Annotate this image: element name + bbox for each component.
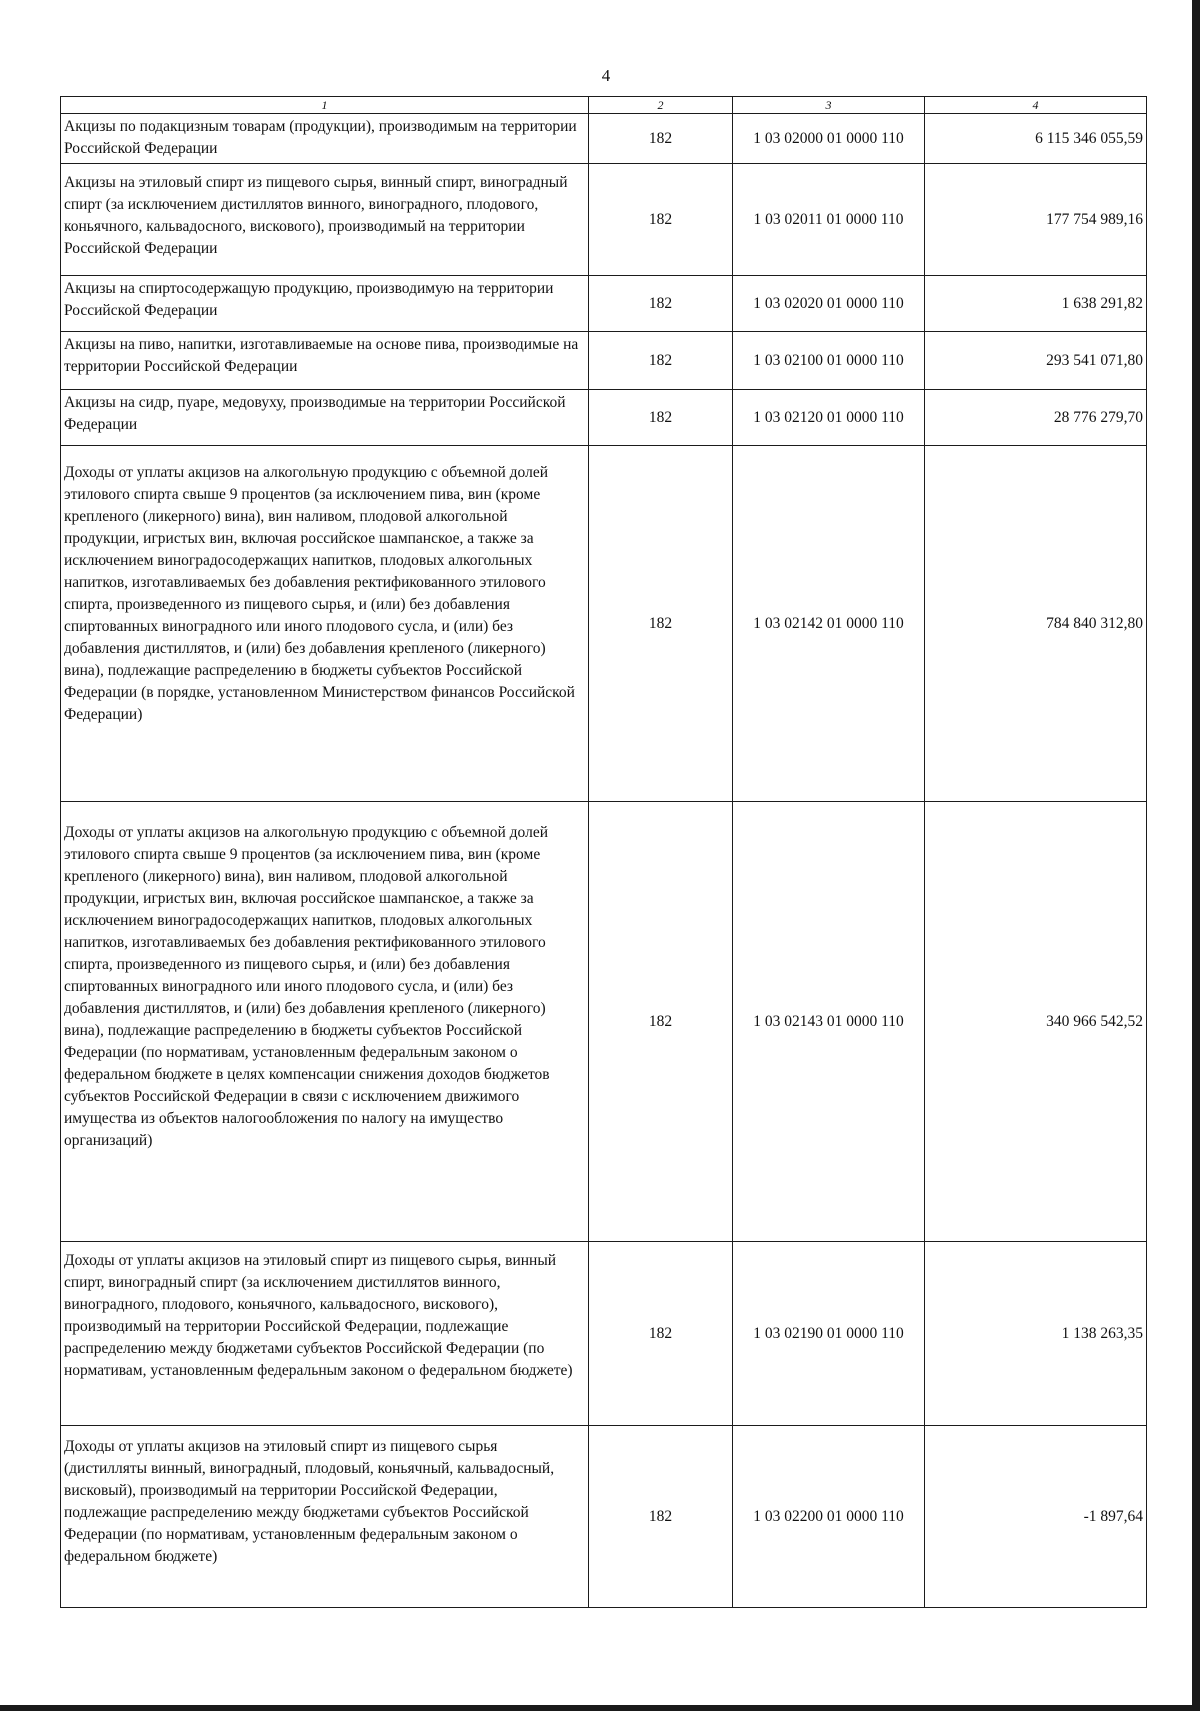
row-description-text: Доходы от уплаты акцизов на этиловый спирт из пищевого сырья, винный спирт, виноградный спирт (за исключением дистиллятов винного, виноградного, плодового, коньячного, кальвадосного, вискового), производимый на территории Российской Федерации, подлежащие распределению между бюджетами субъектов Российской Федерации (по нормативам, установленным федеральным законом о федеральном бюджете): [64, 1252, 573, 1379]
row-description: [61, 164, 589, 276]
table-row: [61, 276, 1147, 332]
column-number-row: [61, 97, 1147, 114]
table-row: [61, 1242, 1147, 1426]
table-row: [61, 446, 1147, 802]
row-description: [61, 332, 589, 390]
row-admin-code: 182: [589, 390, 733, 446]
row-description: [61, 390, 589, 446]
column-number-1: 1: [61, 97, 589, 114]
row-kbk-code: 1 03 02143 01 0000 110: [733, 802, 925, 1242]
row-amount: 1 138 263,35: [925, 1242, 1147, 1426]
page-number: 4: [601, 66, 611, 85]
row-description: [61, 114, 589, 164]
column-number-4: 4: [925, 97, 1147, 114]
row-amount: 177 754 989,16: [925, 164, 1147, 276]
row-admin-code: 182: [589, 114, 733, 164]
row-description: [61, 276, 589, 332]
row-kbk-code: 1 03 02020 01 0000 110: [733, 276, 925, 332]
table-row: [61, 114, 1147, 164]
row-description: [61, 802, 589, 1242]
row-kbk-code: 1 03 02011 01 0000 110: [733, 164, 925, 276]
row-amount: 293 541 071,80: [925, 332, 1147, 390]
row-admin-code: 182: [589, 802, 733, 1242]
row-amount: 784 840 312,80: [925, 446, 1147, 802]
scan-edge-bottom: [0, 1705, 1200, 1711]
row-amount: 6 115 346 055,59: [925, 114, 1147, 164]
table-row: [61, 390, 1147, 446]
row-admin-code: 182: [589, 276, 733, 332]
row-admin-code: 182: [589, 1242, 733, 1426]
row-description-text: Акцизы по подакцизным товарам (продукции), производимым на территории Российской Федерации: [64, 118, 577, 157]
row-kbk-code: 1 03 02120 01 0000 110: [733, 390, 925, 446]
row-description-text: Доходы от уплаты акцизов на алкогольную продукцию с объемной долей этилового спирта свыше 9 процентов (за исключением пива, вин (кроме крепленого (ликерного) вина), вин наливом, плодовой алкогольной продукции, игристых вин, включая российское шампанское, а также за исключением виноградосодержащих напитков, плодовых алкогольных напитков, изготавливаемых без добавления ректификованного этилового спирта, произведенного из пищевого сырья, и (или) без добавления спиртованных виноградного или иного плодового сусла, и (или) без добавления дистиллятов, и (или) без добавления крепленого (ликерного) вина), подлежащие распределению в бюджеты субъектов Российской Федерации (в порядке, установленном Министерством финансов Российской Федерации): [64, 464, 575, 723]
row-kbk-code: 1 03 02000 01 0000 110: [733, 114, 925, 164]
revenue-table: [60, 96, 1147, 1608]
row-amount: 1 638 291,82: [925, 276, 1147, 332]
table-row: [61, 802, 1147, 1242]
row-admin-code: 182: [589, 332, 733, 390]
row-amount: -1 897,64: [925, 1426, 1147, 1608]
row-description: [61, 446, 589, 802]
row-kbk-code: 1 03 02190 01 0000 110: [733, 1242, 925, 1426]
row-admin-code: 182: [589, 446, 733, 802]
row-description-text: Акцизы на этиловый спирт из пищевого сырья, винный спирт, виноградный спирт (за исключением дистиллятов винного, виноградного, плодового, коньячного, кальвадосного, вискового), производимый на территории Российской Федерации: [64, 174, 568, 257]
scan-edge-right: [1192, 0, 1200, 1711]
column-number-2: 2: [589, 97, 733, 114]
table-row: [61, 164, 1147, 276]
table-row: [61, 1426, 1147, 1608]
table-row: [61, 332, 1147, 390]
row-description-text: Доходы от уплаты акцизов на этиловый спирт из пищевого сырья (дистилляты винный, виноградный, плодовый, коньячный, кальвадосный, висковый), производимый на территории Российской Федерации, подлежащие распределению между бюджетами субъектов Российской Федерации (по нормативам, установленным федеральным законом о федеральном бюджете): [64, 1438, 555, 1565]
row-amount: 28 776 279,70: [925, 390, 1147, 446]
row-admin-code: 182: [589, 1426, 733, 1608]
row-description-text: Акцизы на спиртосодержащую продукцию, производимую на территории Российской Федерации: [64, 280, 554, 319]
column-number-3: 3: [733, 97, 925, 114]
row-amount: 340 966 542,52: [925, 802, 1147, 1242]
row-kbk-code: 1 03 02200 01 0000 110: [733, 1426, 925, 1608]
row-description-text: Акцизы на сидр, пуаре, медовуху, производимые на территории Российской Федерации: [64, 394, 566, 433]
row-kbk-code: 1 03 02142 01 0000 110: [733, 446, 925, 802]
row-description: [61, 1242, 589, 1426]
row-admin-code: 182: [589, 164, 733, 276]
row-description-text: Доходы от уплаты акцизов на алкогольную продукцию с объемной долей этилового спирта свыше 9 процентов (за исключением пива, вин (кроме крепленого (ликерного) вина), вин наливом, плодовой алкогольной продукции, игристых вин, включая российское шампанское, а также за исключением виноградосодержащих напитков, плодовых алкогольных напитков, изготавливаемых без добавления ректификованного этилового спирта, произведенного из пищевого сырья, и (или) без добавления спиртованных виноградного или иного плодового сусла, и (или) без добавления дистиллятов, и (или) без добавления крепленого (ликерного) вина), подлежащие распределению в бюджеты субъектов Российской Федерации (по нормативам, установленным федеральным законом о федеральном бюджете в целях компенсации снижения доходов бюджетов субъектов Российской Федерации в связи с исключением движимого имущества из объектов налогообложения по налогу на имущество организаций): [64, 824, 550, 1149]
row-description-text: Акцизы на пиво, напитки, изготавливаемые на основе пива, производимые на территории Российской Федерации: [64, 336, 579, 375]
row-description: [61, 1426, 589, 1608]
row-kbk-code: 1 03 02100 01 0000 110: [733, 332, 925, 390]
